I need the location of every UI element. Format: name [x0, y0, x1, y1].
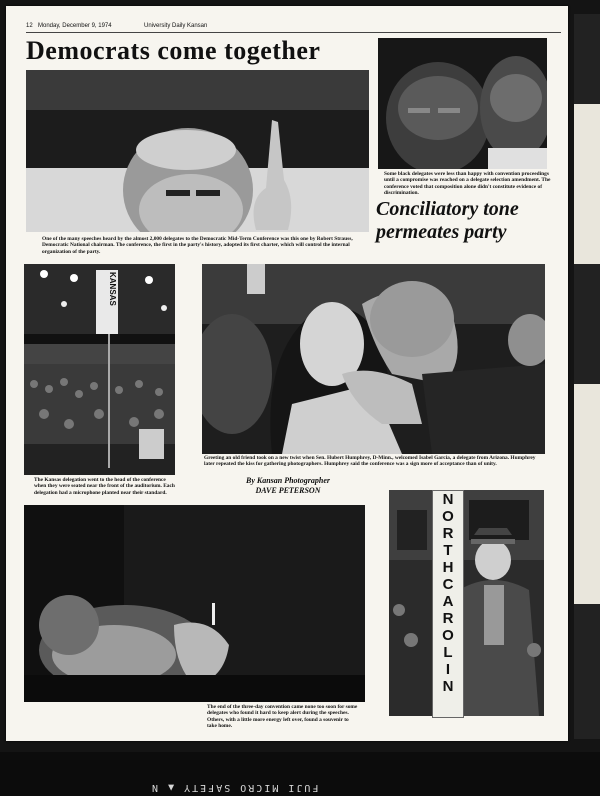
sign-letter: C	[442, 576, 454, 593]
sign-letter: A	[442, 593, 454, 610]
photo-black-delegates	[378, 38, 547, 169]
page-date: Monday, December 9, 1974	[38, 23, 112, 29]
credit-line-1: By Kansan Photographer	[245, 476, 331, 485]
page-folio	[26, 22, 561, 33]
sign-letter: N	[442, 491, 454, 508]
photo-tired-delegate	[24, 505, 365, 702]
credit-photographer: DAVE PETERSON	[255, 486, 321, 495]
caption-kansas-delegation: The Kansas delegation went to the head of the conference when they were seated near the front of the auditorium. Each delegation had a microphone planted near their standard.	[34, 477, 175, 496]
photo-credit	[228, 476, 348, 496]
photo-strauss-speech	[26, 70, 369, 232]
caption-tired-delegate: The end of the three-day convention came none too soon for some delegates who found it hard to keep alert during the speeches. Others, with a little more energy left over, found a souvenir to take home.	[207, 704, 358, 730]
page-number: 12	[26, 23, 33, 29]
sign-letter: O	[442, 508, 454, 525]
microfilm-label: FUJI MICRO SAFETY ▲ N	[150, 782, 319, 793]
caption-strauss: One of the many speeches heard by the almost 2,000 delegates to the Democratic Mid-Term Conference was this one by Robert Strauss, Democratic National chairman. The conference, the first in the party's history, adopted its first charter, which will control the internal organization of the party.	[42, 236, 353, 255]
photo-humphrey-kiss	[202, 264, 545, 454]
publication-name: University Daily Kansan	[144, 23, 208, 29]
caption-black-delegates: Some black delegates were less than happy with convention proceedings until a compromise was reached on a delegate selection amendment. The conference voted that composition alone didn't constitute evidence of discrimination.	[384, 171, 551, 197]
north-carolina-sign	[432, 490, 464, 718]
sign-letter: O	[442, 627, 454, 644]
adjacent-page-edge	[574, 14, 600, 739]
sign-letter: T	[443, 542, 453, 559]
photo-kansas-delegation	[24, 264, 175, 475]
caption-humphrey: Greeting an old friend took on a new twist when Sen. Hubert Humphrey, D-Minn., welcomed Isabel Garcia, a delegate from Arizona. Humphrey later repeated the kiss for gathering photographers. Humphrey said the conference was a sign more of acceptance than of unity.	[204, 455, 536, 468]
sign-letter: L	[443, 644, 453, 661]
sign-letter: R	[442, 525, 454, 542]
kansas-sign-text: KANSAS	[108, 272, 117, 306]
sign-letter: I	[445, 661, 451, 678]
sign-letter: R	[442, 610, 454, 627]
photo-north-carolina	[389, 490, 544, 716]
deck-headline: Conciliatory tone permeates party	[376, 198, 519, 243]
page-headline: Democrats come together	[26, 36, 321, 65]
sign-letter: H	[442, 559, 454, 576]
sign-letter: N	[442, 678, 454, 695]
